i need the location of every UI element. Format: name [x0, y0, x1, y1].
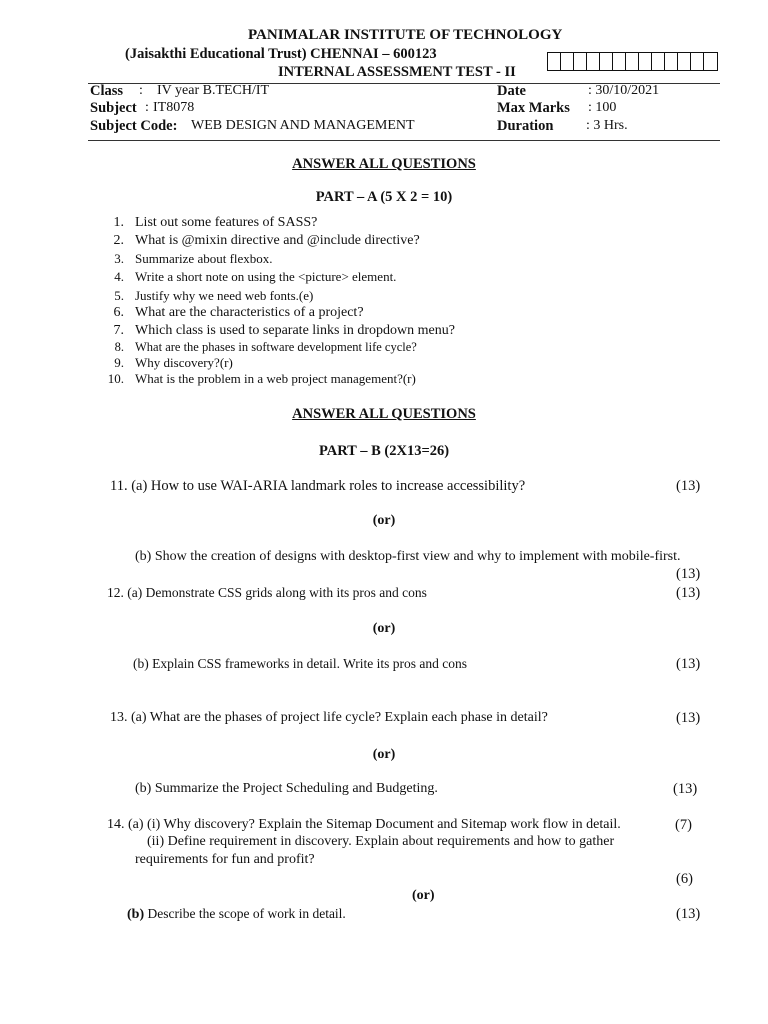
- question-11a-marks: (13): [676, 478, 701, 494]
- part-a-question-list: 1. List out some features of SASS? 2. What is @mixin directive and @include directive? 3. Summarize about flexbox. 4. Write a short note on using the <picture> element. 5. Justify why we need web fonts.(e) 6. What are the characteristics of a project? 7. Which class is used to separate links in dropdown menu? 8. What are the phases in software development life cycle? 9. Why discovery?(r) 10. What is the problem in a web project management?(r): [107, 215, 455, 386]
- question-14b-label: (b): [127, 907, 145, 922]
- duration-label: Duration: [497, 118, 554, 134]
- question-11b: (b) Show the creation of designs with desktop-first view and why to implement with mobile-first.: [135, 549, 681, 564]
- question-14a-i: 14. (a) (i) Why discovery? Explain the Sitemap Document and Sitemap work flow in detail.: [107, 817, 621, 832]
- question-11a: 11. (a) How to use WAI-ARIA landmark roles to increase accessibility?: [110, 478, 526, 494]
- part-a-title: PART – A (5 X 2 = 10): [315, 189, 453, 205]
- or-separator: (or): [372, 621, 396, 636]
- or-separator: (or): [372, 513, 396, 528]
- register-number-cell: [691, 53, 704, 70]
- class-label: Class: [90, 83, 124, 99]
- register-number-cell: [600, 53, 613, 70]
- date-value: : 30/10/2021: [588, 83, 660, 98]
- max-marks-label: Max Marks: [497, 100, 570, 116]
- question-13a-marks: (13): [676, 710, 701, 726]
- question-12a-marks: (13): [676, 585, 701, 601]
- question-12b-marks: (13): [676, 656, 701, 672]
- institute-name: PANIMALAR INSTITUTE OF TECHNOLOGY: [248, 27, 563, 43]
- question-14b-text: Describe the scope of work in detail.: [144, 906, 346, 921]
- question-13a: 13. (a) What are the phases of project life cycle? Explain each phase in detail?: [110, 710, 548, 725]
- subject-code-value: WEB DESIGN AND MANAGEMENT: [191, 118, 415, 133]
- register-number-cell: [639, 53, 652, 70]
- register-number-cell: [652, 53, 665, 70]
- register-number-cell: [678, 53, 691, 70]
- question-14a-ii-line2: requirements for fun and profit?: [135, 852, 315, 867]
- question-12a: 12. (a) Demonstrate CSS grids along with its pros and cons: [107, 585, 427, 600]
- question-11b-marks: (13): [676, 566, 701, 582]
- register-number-cell: [665, 53, 678, 70]
- or-separator: (or): [412, 888, 435, 903]
- question-13b: (b) Summarize the Project Scheduling and Budgeting.: [135, 781, 438, 796]
- part-a-instruction: ANSWER ALL QUESTIONS: [292, 156, 476, 172]
- question-14a-i-marks: (7): [675, 817, 692, 833]
- register-number-cell: [626, 53, 639, 70]
- question-13b-marks: (13): [673, 781, 698, 797]
- or-separator: (or): [372, 747, 396, 762]
- question-14b-marks: (13): [676, 906, 701, 922]
- trust-line: (Jaisakthi Educational Trust) CHENNAI – 600123: [125, 46, 437, 62]
- register-number-cell: [613, 53, 626, 70]
- class-value: IV year B.TECH/IT: [157, 83, 270, 98]
- subject-value: IT8078: [153, 100, 195, 115]
- test-title: INTERNAL ASSESSMENT TEST - II: [278, 64, 516, 80]
- subject-separator: :: [145, 100, 149, 115]
- class-separator: :: [139, 83, 143, 98]
- question-12b: (b) Explain CSS frameworks in detail. Write its pros and cons: [133, 656, 468, 671]
- register-number-cell: [704, 53, 717, 70]
- part-b-title: PART – B (2X13=26): [318, 443, 450, 459]
- question-14a-ii-marks: (6): [676, 871, 693, 887]
- question-14b: [127, 906, 346, 923]
- date-label: Date: [497, 83, 526, 99]
- max-marks-value: : 100: [588, 100, 617, 115]
- part-b-instruction: ANSWER ALL QUESTIONS: [292, 406, 476, 422]
- question-14a-ii-line1: (ii) Define requirement in discovery. Explain about requirements and how to gather: [147, 834, 615, 849]
- subject-code-label: Subject Code:: [90, 118, 178, 134]
- subject-label: Subject: [90, 100, 137, 116]
- duration-value: : 3 Hrs.: [586, 118, 628, 133]
